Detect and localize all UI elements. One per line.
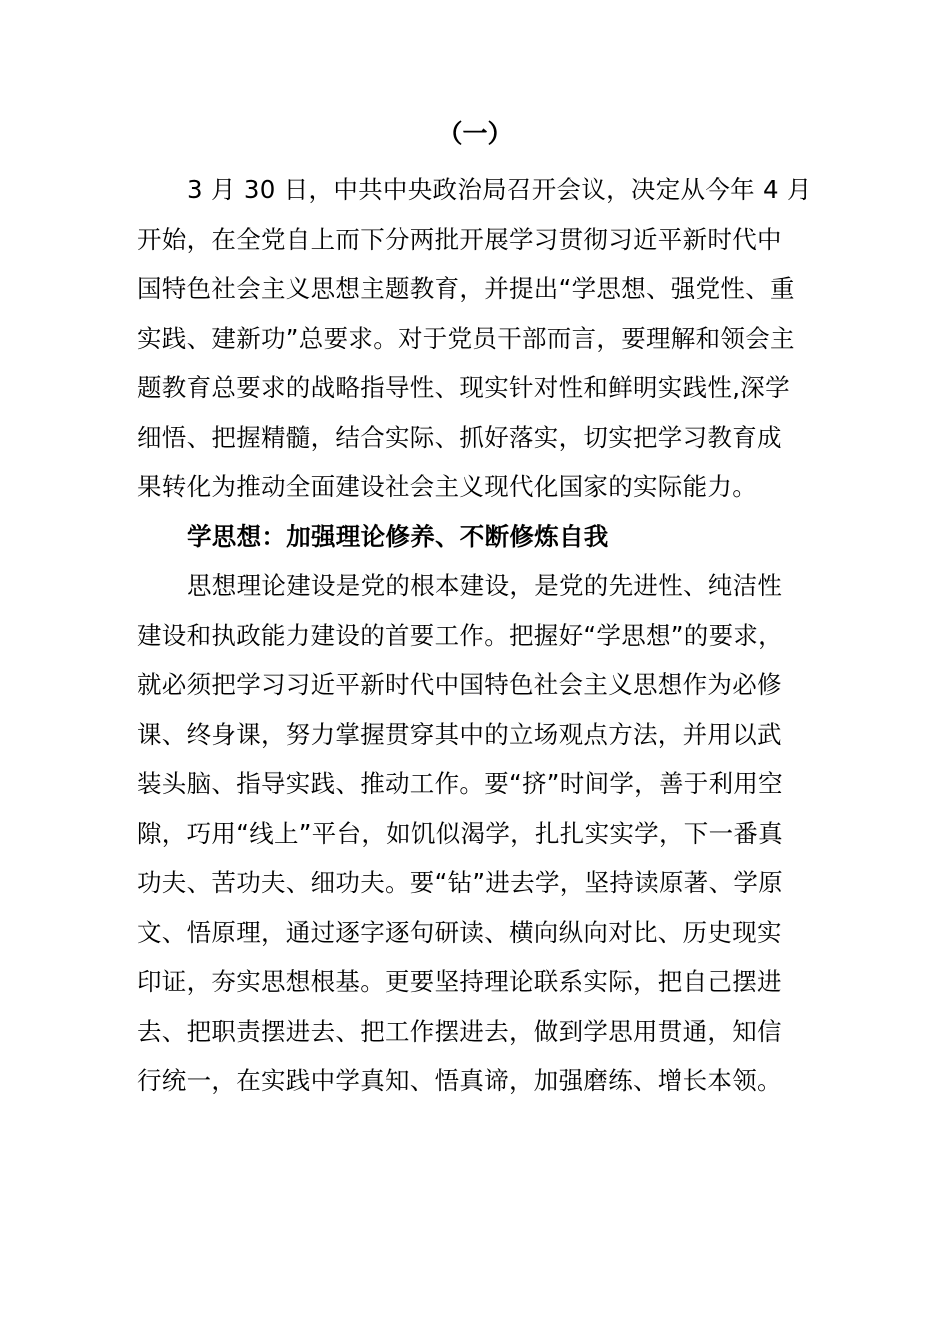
- section-heading: 学思想：加强理论修养、不断修炼自我: [187, 521, 609, 551]
- paragraph-2-line-2: 建设和执政能力建设的首要工作。把握好“学思想”的要求，: [137, 620, 783, 650]
- paragraph-2-line-6: 隙，巧用“线上”平台，如饥似渴学，扎扎实实学，下一番真: [137, 818, 783, 848]
- paragraph-2-line-3: 就必须把学习习近平新时代中国特色社会主义思想作为必修: [137, 670, 782, 699]
- paragraph-2-line-4: 课、终身课，努力掌握贯穿其中的立场观点方法，并用以武: [137, 719, 782, 749]
- paragraph-1-line-7: 果转化为推动全面建设社会主义现代化国家的实际能力。: [137, 472, 757, 501]
- paragraph-2-line-5: 装头脑、指导实践、推动工作。要“挤”时间学，善于利用空: [137, 769, 783, 798]
- paragraph-2-line-11: 行统一，在实践中学真知、悟真谛，加强磨练、增长本领。: [137, 1066, 782, 1095]
- paragraph-1-line-5: 题教育总要求的战略指导性、现实针对性和鲜明实践性,深学: [137, 373, 790, 402]
- paragraph-1-line-3: 国特色社会主义思想主题教育，并提出“学思想、强党性、重: [137, 274, 795, 303]
- document-title: （一）: [437, 119, 513, 148]
- paragraph-2-line-10: 去、把职责摆进去、把工作摆进去，做到学思用贯通，知信: [137, 1016, 782, 1046]
- paragraph-1-line-4: 实践、建新功”总要求。对于党员干部而言，要理解和领会主: [137, 323, 795, 353]
- paragraph-1-line-6: 细悟、把握精髓，结合实际、抓好落实，切实把学习教育成: [137, 422, 782, 452]
- paragraph-2-line-1: 思想理论建设是党的根本建设，是党的先进性、纯洁性: [187, 571, 783, 600]
- paragraph-2-line-8: 文、悟原理，通过逐字逐句研读、横向纵向对比、历史现实: [137, 917, 782, 947]
- paragraph-2-line-9: 印证，夯实思想根基。更要坚持理论联系实际，把自己摆进: [137, 967, 782, 996]
- document-body: [137, 165, 827, 1106]
- paragraph-2-line-7: 功夫、苦功夫、细功夫。要“钻”进去学，坚持读原著、学原: [137, 868, 783, 897]
- paragraph-1-line-1: 3 月 30 日，中共中央政治局召开会议，决定从今年 4 月: [187, 175, 812, 204]
- paragraph-1-line-2: 开始，在全党自上而下分两批开展学习贯彻习近平新时代中: [137, 224, 782, 254]
